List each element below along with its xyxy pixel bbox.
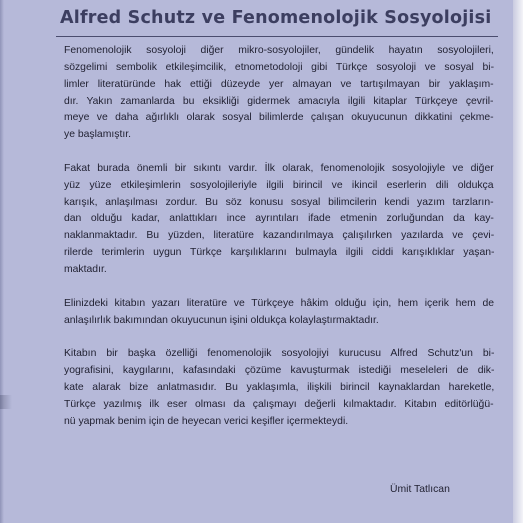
text-line: naklanmaktadır. Bu yüzden, literatüre kazandırılmaya çalışılırken yazılarda ve çevi-: [64, 230, 495, 242]
text-line: Kitabın bir başka özelliği fenomenolojik sosyolojiyi kurucusu Alfred Schutz'un bi-: [64, 348, 495, 360]
text-line: kate alarak bize anlatmasıdır. Bu yaklaşımla, ilişkili birincil kaynaklardan hareketle,: [64, 381, 495, 393]
cursor-shadow: [0, 395, 12, 409]
paragraph-1: [64, 43, 494, 144]
text-line: dan olduğu kadar, anlattıkları ince ayrıntıları ifade etmenin zorluğundan da kay-: [64, 213, 494, 225]
text-line: Elinizdeki kitabın yazarı literatüre ve Türkçeye hâkim olduğu için, hem içerik hem de: [64, 297, 495, 309]
body-text: [64, 43, 494, 447]
paragraph-3: [64, 296, 494, 330]
text-line: rilerde terimlerin uygun Türkçe karşılıklarını bulmayla ilgili ciddi karışıklıklar yaşan-: [64, 247, 495, 259]
text-line: karışık, anlaşılması zordur. Bu söz konusu sosyal bilimcilerin kendi yazım tarzların-: [64, 196, 494, 208]
text-line: ye başlamıştır.: [64, 129, 131, 141]
page-edge-shadow: [0, 0, 4, 523]
paragraph-4: [64, 346, 494, 430]
text-line: dır. Yakın zamanlarda bu eksikliği gidermek amacıyla ilgili kitaplar Türkçeye çevril-: [64, 95, 494, 107]
text-line: meye ve daha ağırlıklı olarak sosyal bilimlerde çalışan okuyucunun dikkatini çekme-: [64, 112, 494, 124]
page-edge-strip: [513, 0, 523, 523]
text-line: yüz yüze etkileşimlerin sosyolojileriyle ilgili birincil ve ikincil eserlerin dili oldukça: [64, 179, 494, 191]
text-line: Türkçe yazılmış ilk eser olması da çalışmayı değerli kılmaktadır. Kitabın editörlüğü-: [64, 398, 494, 410]
page-title: Alfred Schutz ve Fenomenolojik Sosyolojisi: [60, 8, 492, 28]
paragraph-2: [64, 161, 494, 279]
text-line: Fenomenolojik sosyoloji diğer mikro-sosyolojiler, gündelik hayatın sosyolojileri,: [64, 45, 494, 56]
text-line: anlaşılırlık bakımından okuyucunun işini oldukça kolaylaştırmaktadır.: [64, 314, 379, 326]
title-divider: [56, 36, 498, 37]
text-line: nü yapmak benim için de heyecan verici keşifler içermekteydi.: [64, 415, 349, 427]
text-line: sözgelimi sembolik etkileşimcilik, etnometodoloji gibi Türkçe sosyoloji ve sosyal bi-: [64, 61, 495, 73]
text-line: maktadır.: [64, 263, 107, 275]
text-line: yografisini, kaygılarını, kafasındaki çözüme kavuşturmak istediği meseleleri de dik-: [64, 365, 495, 377]
text-line: limler literatüründe hak ettiği düzeyde yer almayan ve tartışılmayan bir yaklaşım-: [64, 78, 494, 90]
text-line: Fakat burada önemli bir sıkıntı vardır. İlk olarak, fenomenolojik sosyolojiyle ve diğer: [64, 162, 494, 174]
author-signature: Ümit Tatlıcan: [390, 484, 450, 495]
